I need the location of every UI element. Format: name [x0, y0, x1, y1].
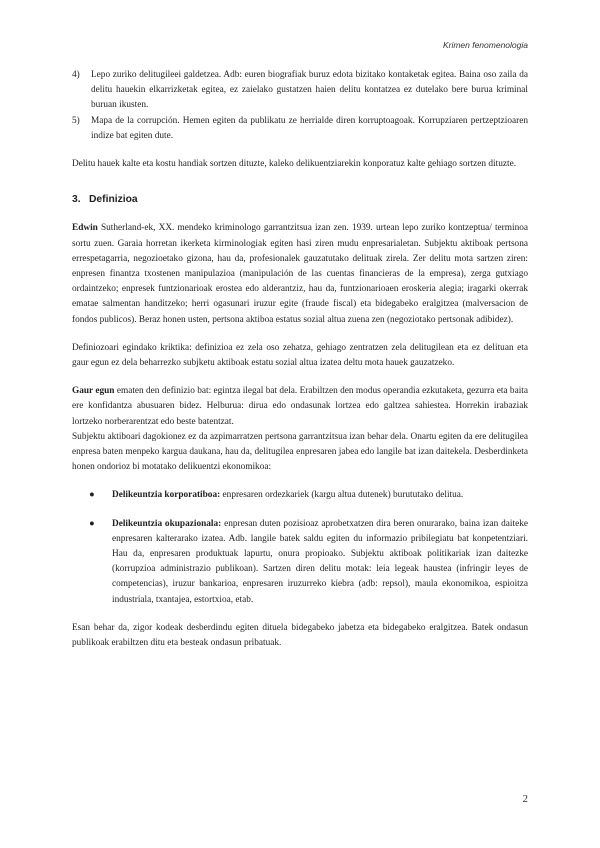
- running-header: Krimen fenomenologia: [442, 40, 528, 50]
- bullet-text: enpresaren ordezkariek (kargu altua dutenek) burututako delitua.: [220, 490, 464, 501]
- edwin-lead: Edwin: [72, 223, 98, 234]
- section-number: 3.: [72, 194, 81, 206]
- bullet-term: Delikeuntzia okupazionala:: [112, 518, 222, 529]
- edwin-paragraph: [72, 221, 528, 327]
- gaur-paragraph: [72, 384, 528, 430]
- list-item: [72, 68, 528, 114]
- bullet-item: [72, 517, 528, 608]
- subjektu-paragraph: Subjektu aktiboari dagokionez ez da azpimarratzen pertsona garrantzitsua izan behar dela. Onartu egiten da ere delitugilea enpresa baten menpeko kargua daukana, hau da, delitugilea enpresaren jabea edo langile bat izan daitekela. Desberdinketa honen ondorioz bi motatako delikuentzi ekonomikoa:: [72, 431, 528, 473]
- critique-paragraph: Definiozoari egindako kriktika: definizioa ez zela oso zehatza, gehiago zentratzen zela delitugilean eta ez delituan eta gaur egun ez dela beharrezko subjketu aktiboak estatu sozial altua izatea deltu mota hauek gauzatzeko.: [72, 342, 528, 369]
- gaur-text: ematen den definizio bat: egintza ilegal bat dela. Erabiltzen den modus operandia ezkutaketa, gezurra eta baita ere konfidantza abusuaren bidez. Helburua: dirua edo ondasunak lortzea edo galtzea sahiestea. Horrekin irabaziak lortzeko norberarentzat edo beste batentzat.: [72, 386, 528, 427]
- bullet-dot: ●: [89, 490, 95, 501]
- bullet-item: [72, 488, 528, 503]
- bullet-text: enpresan duten pozisioaz aprobetxatzen dira beren onurarako, baina izan daiteke enpresaren kalterarako izatea. Adb. langile batek saldu egiten du informazio pribilegiatu bat konpetentziari. Hau da, enpresaren produktuak lapurtu, onura propioako. Subjektu aktiboak politikariak izan daitezke (korrupzioa administrazio publikoan). Sartzen diren delitu motak: leia legeak haustea (infringir leyes de competencias), iruzur bankarioa, enpresaren iruzurreko kiebra (adb: repsol), maula ekonomikoa, espioitza industriala, txantajea, estortxioa, etab.: [112, 518, 528, 605]
- final-paragraph: Esan behar da, zigor kodeak desberdindu egiten dituela bidegabeko jabetza eta bidegabeko eralgitzea. Batek ondasun publikoak erabiltzen ditu eta besteak ondasun pribatuak.: [72, 622, 528, 649]
- section-title: Definizioa: [89, 194, 138, 206]
- page-body: [72, 68, 528, 651]
- bullet-dot: ●: [89, 518, 95, 529]
- list-number: 4): [72, 70, 80, 80]
- list-text: Mapa de la corrupción. Hemen egiten da publikatu ze herrialde diren korruptoagoak. Korrupziaren pertzeptzioaren indize bat egiten dute.: [91, 115, 528, 141]
- page-number: 2: [522, 793, 528, 805]
- bullet-term: Delikeuntzia korporatiboa:: [112, 490, 221, 501]
- list-text: Lepo zuriko delitugileei galdetzea. Adb: euren biografiak buruz edota bizitako kontaketak egitea. Baina oso zaila da delitu hauekin elkarrizketak egitea, ez zaielako gustatzen haien delitu kontatzea ez dutelako bere burua kriminal buruan ikusten.: [91, 70, 528, 111]
- intro-paragraph: Delitu hauek kalte eta kostu handiak sortzen dituzte, kaleko delikuentziarekin konporatuz kalte gehiago sortzen dituzte.: [72, 159, 517, 170]
- list-number: 5): [72, 115, 80, 126]
- list-item: [72, 114, 528, 144]
- section-heading: [72, 192, 528, 207]
- edwin-text: Sutherland-ek, XX. mendeko kriminologo garrantzitsua izan zen. 1939. urtean lepo zuriko kontzeptua/ terminoa sortu zuen. Garaia horretan ikerketa kirminologiak egiten hasi ziren mudu enpresarialetan. Subjektu aktiboak pertsona errespetagarria, negozioetako gizona, hau da, profesionalek gauzatutako delituak zirela. Zer delitu mota sartzen ziren: enpresen finantza txostenen manipulazioa (manipulación de las cuentas financieras de la empresa), zerga gutxiago ordaintzeko; enpresek funtzionarioak erostea edo alderantziz, hau da, funtzionarioaen eroskeria alegia; iragarki okerrak ematae salmentan handitzeko; herri ogasunari iruzur egite (fraude fiscal) eta bidegabeko eralgitzea (malversacion de fondos publicos). Beraz honen usten, pertsona aktiboa estatus sozial altua zuena zen (negoziotako pertsonak adibidez).: [72, 223, 528, 325]
- gaur-lead: Gaur egun: [72, 386, 115, 397]
